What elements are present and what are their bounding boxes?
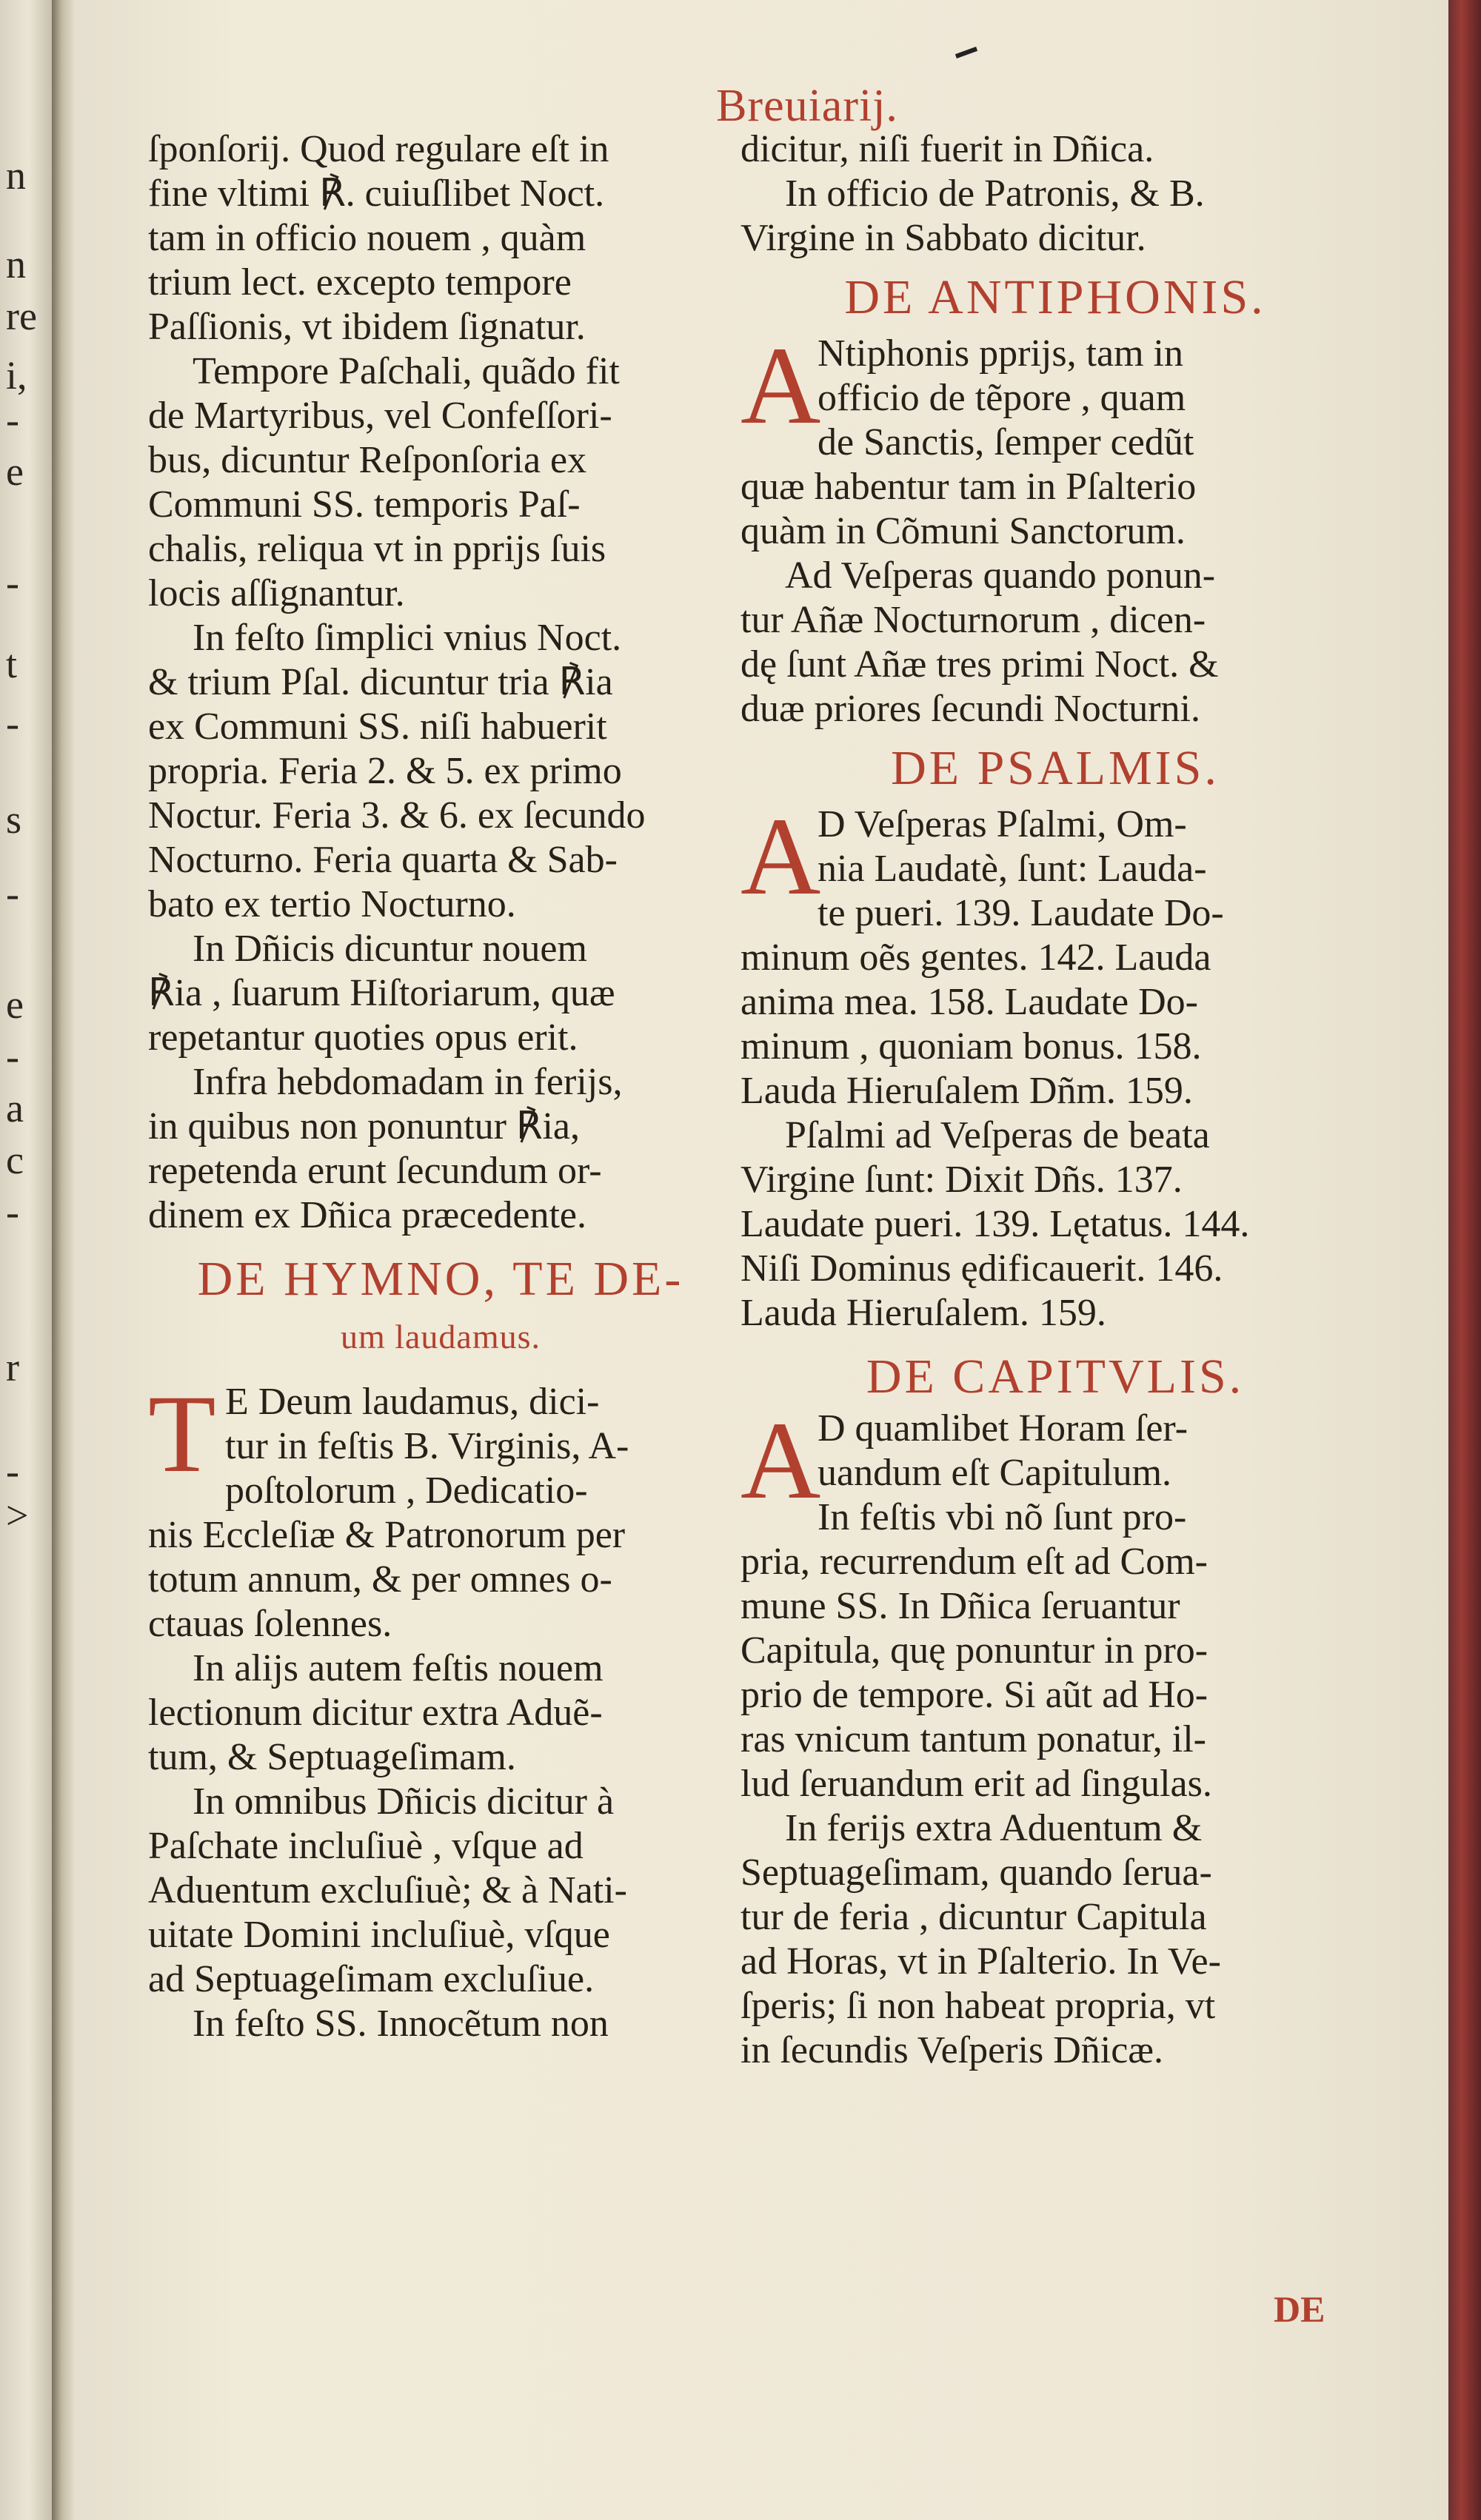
text-line: D Veſperas Pſalmi, Om- <box>818 803 1187 845</box>
text-line: Noctur. Feria 3. & 6. ex ſecundo <box>148 794 646 837</box>
edge-letter: a <box>6 1086 24 1130</box>
text-line: trium lect. excepto tempore <box>148 261 572 304</box>
edge-letter: - <box>6 398 19 442</box>
text-line: in ſecundis Veſperis Dñicæ. <box>740 2029 1163 2071</box>
section-heading: DE PSALMIS. <box>891 741 1220 795</box>
text-line: pria, recurrendum eſt ad Com- <box>740 1541 1208 1583</box>
left-column <box>148 127 733 2046</box>
text-line: in quibus non ponuntur ℟ia, <box>148 1105 580 1147</box>
text-line: de Martyribus, vel Confeſſori- <box>148 395 612 437</box>
text-line: nia Laudatè, ſunt: Lauda- <box>818 848 1207 890</box>
edge-letter: n <box>6 242 26 286</box>
paragraph <box>740 1113 1370 1336</box>
section-heading: DE HYMNO, TE DE- <box>197 1252 684 1306</box>
paragraph <box>740 127 1370 261</box>
paragraph <box>740 554 1370 731</box>
text-line: In feſto ſimplici vnius Noct. <box>193 617 622 659</box>
text-line: In Dñicis dicuntur nouem <box>193 928 587 970</box>
edge-letter: - <box>6 871 19 916</box>
paragraph <box>148 1060 733 1238</box>
drop-cap: A <box>740 1399 821 1522</box>
text-line: lectionum dicitur extra Aduẽ- <box>148 1692 603 1734</box>
text-line: Capitula, quę ponuntur in pro- <box>740 1629 1208 1672</box>
drop-cap: T <box>148 1373 216 1495</box>
text-line: Nocturno. Feria quarta & Sab- <box>148 839 618 881</box>
text-line: totum annum, & per omnes o- <box>148 1558 612 1601</box>
text-line: Septuageſimam, quando ſerua- <box>740 1852 1212 1894</box>
text-line: poſtolorum , Dedicatio- <box>225 1470 588 1512</box>
text-line: uitate Domini incluſiuè, vſque <box>148 1914 610 1956</box>
edge-letter: e <box>6 982 24 1027</box>
edge-letter: re <box>6 294 37 338</box>
text-line: Lauda Hieruſalem. 159. <box>740 1292 1106 1334</box>
edge-letter: r <box>6 1345 19 1390</box>
text-line: ſponſorij. Quod regulare eſt in <box>148 128 609 170</box>
paragraph <box>148 1780 733 2002</box>
running-head: Breuiarij. <box>716 81 898 131</box>
text-line: Pſalmi ad Veſperas de beata <box>785 1114 1210 1156</box>
text-line: Laudate pueri. 139. Lętatus. 144. <box>740 1203 1250 1245</box>
edge-letter: - <box>6 1034 19 1079</box>
text-line: repetenda erunt ſecundum or- <box>148 1150 602 1192</box>
text-line: propria. Feria 2. & 5. ex primo <box>148 750 622 792</box>
text-line: locis aſſignantur. <box>148 572 405 614</box>
text-line: Paſſionis, vt ibidem ſignatur. <box>148 306 586 348</box>
text-line: nis Eccleſiæ & Patronorum per <box>148 1514 626 1556</box>
text-line: In alijs autem feſtis nouem <box>193 1647 604 1689</box>
paragraph <box>148 927 733 1060</box>
paragraph-with-initial <box>740 1399 1370 1806</box>
edge-letter: e <box>6 449 24 494</box>
text-line: prio de tempore. Si aũt ad Ho- <box>740 1674 1208 1716</box>
paragraph-with-initial <box>740 324 1370 554</box>
text-line: minum , quoniam bonus. 158. <box>740 1025 1202 1068</box>
edge-letter: t <box>6 642 18 686</box>
text-line: mune SS. In Dñica ſeruantur <box>740 1585 1180 1627</box>
text-line: D quamlibet Horam ſer- <box>818 1407 1189 1450</box>
section-heading: DE CAPITVLIS. <box>866 1350 1245 1404</box>
text-line: quàm in Cõmuni Sanctorum. <box>740 510 1186 552</box>
text-line: ex Communi SS. niſi habuerit <box>148 706 607 748</box>
text-line: In feſtis vbi nõ ſunt pro- <box>818 1496 1187 1538</box>
text-line: ctauas ſolennes. <box>148 1603 392 1645</box>
paragraph <box>148 1646 733 1780</box>
text-line: Aduentum excluſiuè; & à Nati- <box>148 1869 627 1911</box>
text-line: officio de tẽpore , quam <box>818 377 1186 419</box>
text-line: E Deum laudamus, dici- <box>225 1381 600 1423</box>
text-line: uandum eſt Capitulum. <box>818 1452 1172 1494</box>
text-line: Tempore Paſchali, quãdo fit <box>193 350 620 392</box>
text-line: tur Añæ Nocturnorum , dicen- <box>740 599 1206 641</box>
edge-letter: - <box>6 560 19 605</box>
text-line: duæ priores ſecundi Nocturni. <box>740 688 1200 730</box>
text-line: tur in feſtis B. Virginis, A- <box>225 1425 629 1467</box>
adjacent-page-edge <box>0 0 52 2520</box>
catchword: DE <box>1274 2288 1325 2330</box>
text-line: ad Horas, vt in Pſalterio. In Ve- <box>740 1940 1221 1983</box>
paragraph <box>148 2002 733 2046</box>
text-line: dicitur, niſi fuerit in Dñica. <box>740 128 1154 170</box>
paragraph-with-initial <box>148 1373 733 1646</box>
text-line: In omnibus Dñicis dicitur à <box>193 1780 615 1823</box>
paragraph <box>740 1806 1370 2073</box>
text-line: Virgine in Sabbato dicitur. <box>740 217 1146 259</box>
text-line: ad Septuageſimam excluſiue. <box>148 1958 595 2000</box>
text-line: quæ habentur tam in Pſalterio <box>740 466 1197 508</box>
text-line: te pueri. 139. Laudate Do- <box>818 892 1224 934</box>
section-heading-continued: um laudamus. <box>340 1318 541 1355</box>
text-line: tur de feria , dicuntur Capitula <box>740 1896 1207 1938</box>
text-line: fine vltimi ℟. cuiuſlibet Noct. <box>148 172 605 215</box>
drop-cap: A <box>740 324 821 447</box>
text-line: Niſi Dominus ędificauerit. 146. <box>740 1247 1223 1290</box>
text-line: In feſto SS. Innocẽtum non <box>193 2003 609 2045</box>
text-line: ℟ia , ſuarum Hiſtoriarum, quæ <box>148 972 615 1014</box>
text-line: Paſchate incluſiuè , vſque ad <box>148 1825 584 1867</box>
text-line: tum, & Septuageſimam. <box>148 1736 516 1778</box>
right-column <box>740 127 1370 2073</box>
text-line: minum oẽs gentes. 142. Lauda <box>740 936 1211 979</box>
text-line: In ferijs extra Aduentum & <box>785 1807 1203 1849</box>
text-line: Lauda Hieruſalem Dñm. 159. <box>740 1070 1193 1112</box>
section-heading: DE ANTIPHONIS. <box>844 270 1266 324</box>
paragraph <box>148 349 733 616</box>
text-line: dę ſunt Añæ tres primi Noct. & <box>740 643 1219 686</box>
paragraph-with-initial <box>740 795 1370 1113</box>
edge-letter: c <box>6 1138 24 1182</box>
edge-letter: n <box>6 153 26 198</box>
paragraph <box>148 616 733 927</box>
text-line: bus, dicuntur Reſponſoria ex <box>148 439 587 481</box>
text-line: tam in officio nouem , quàm <box>148 217 586 259</box>
text-line: Ad Veſperas quando ponun- <box>785 554 1216 597</box>
text-line: & trium Pſal. dicuntur tria ℟ia <box>148 661 613 703</box>
text-line: ſperis; ſi non habeat propria, vt <box>740 1985 1216 2027</box>
text-line: ras vnicum tantum ponatur, il- <box>740 1718 1207 1760</box>
text-line: Infra hebdomadam in ferijs, <box>193 1061 623 1103</box>
edge-letter: i, <box>6 353 27 398</box>
text-line: chalis, reliqua vt in pprijs ſuis <box>148 528 606 570</box>
text-line: de Sanctis, ſemper cedũt <box>818 421 1194 463</box>
text-line: Ntiphonis pprijs, tam in <box>818 332 1183 375</box>
text-line: Communi SS. temporis Paſ- <box>148 483 581 526</box>
text-line: anima mea. 158. Laudate Do- <box>740 981 1198 1023</box>
book-gutter <box>52 0 74 2520</box>
text-line: bato ex tertio Nocturno. <box>148 883 516 925</box>
text-line: In officio de Patronis, & B. <box>785 172 1205 215</box>
text-line: dinem ex Dñica præcedente. <box>148 1194 586 1236</box>
edge-letter: > <box>6 1493 29 1538</box>
edge-letter: - <box>6 1449 19 1493</box>
text-line: repetantur quoties opus erit. <box>148 1016 578 1059</box>
paragraph <box>148 127 733 349</box>
edge-letter: s <box>6 797 22 842</box>
edge-letter: - <box>6 1190 19 1234</box>
edge-letter: - <box>6 701 19 745</box>
text-line: Virgine ſunt: Dixit Dñs. 137. <box>740 1159 1183 1201</box>
page-fore-edge <box>1448 0 1481 2520</box>
drop-cap: A <box>740 795 821 918</box>
text-line: lud ſeruandum erit ad ſingulas. <box>740 1763 1212 1805</box>
